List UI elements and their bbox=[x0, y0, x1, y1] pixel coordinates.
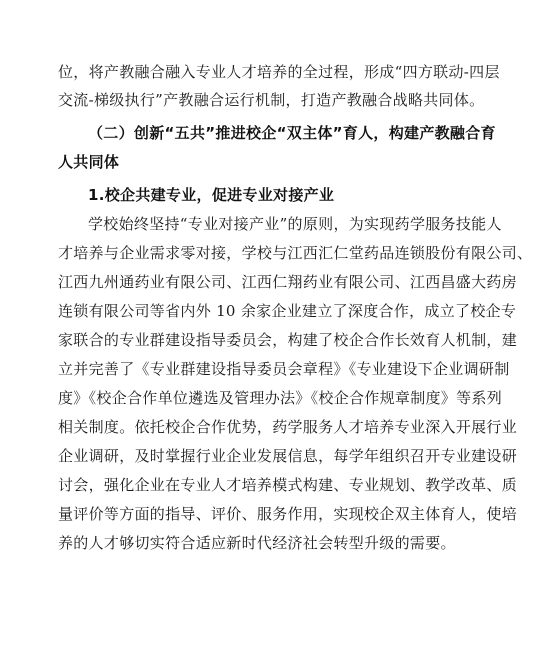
paragraph-line: 江西九州通药业有限公司、江西仁翔药业有限公司、江西昌盛大药房 bbox=[58, 273, 518, 291]
paragraph-line: 量评价等方面的指导、评价、服务作用，实现校企双主体育人，使培 bbox=[58, 505, 518, 523]
paragraph-line: 企业调研，及时掌握行业企业发展信息，每学年组织召开专业建设研 bbox=[58, 447, 518, 465]
paragraph-line: 才培养与企业需求零对接，学校与江西汇仁堂药品连锁股份有限公司、 bbox=[58, 244, 533, 262]
paragraph-line: 度》《校企合作单位遴选及管理办法》《校企合作规章制度》等系列 bbox=[58, 389, 503, 407]
paragraph-line: 学校始终坚持“专业对接产业”的原则，为实现药学服务技能人 bbox=[88, 215, 502, 233]
paragraph-line: 连锁有限公司等省内外 10 余家企业建立了深度合作，成立了校企专 bbox=[58, 302, 517, 320]
paragraph-line: 养的人才够切实符合适应新时代经济社会转型升级的需要。 bbox=[58, 534, 456, 552]
paragraph-line: 立并完善了《专业群建设指导委员会章程》《专业建设下企业调研制 bbox=[58, 360, 510, 378]
paragraph-line: 相关制度。依托校企合作优势，药学服务人才培养专业深入开展行业 bbox=[58, 418, 518, 436]
paragraph-line: 家联合的专业群建设指导委员会，构建了校企合作长效育人机制，建 bbox=[58, 331, 518, 349]
paragraph-line: 交流-梯级执行”产教融合运行机制，打造产教融合战略共同体。 bbox=[58, 91, 485, 109]
paragraph-line: 位，将产教融合融入专业人才培养的全过程，形成“四方联动-四层 bbox=[58, 63, 500, 81]
paragraph-line: 讨会，强化企业在专业人才培养模式构建、专业规划、教学改革、质 bbox=[58, 476, 518, 494]
section-heading-continued: 人共同体 bbox=[58, 153, 120, 171]
section-heading: （二）创新“五共”推进校企“双主体”育人，构建产教融合育 bbox=[88, 124, 496, 142]
subsection-heading: 1.校企共建专业，促进专业对接产业 bbox=[88, 186, 335, 204]
